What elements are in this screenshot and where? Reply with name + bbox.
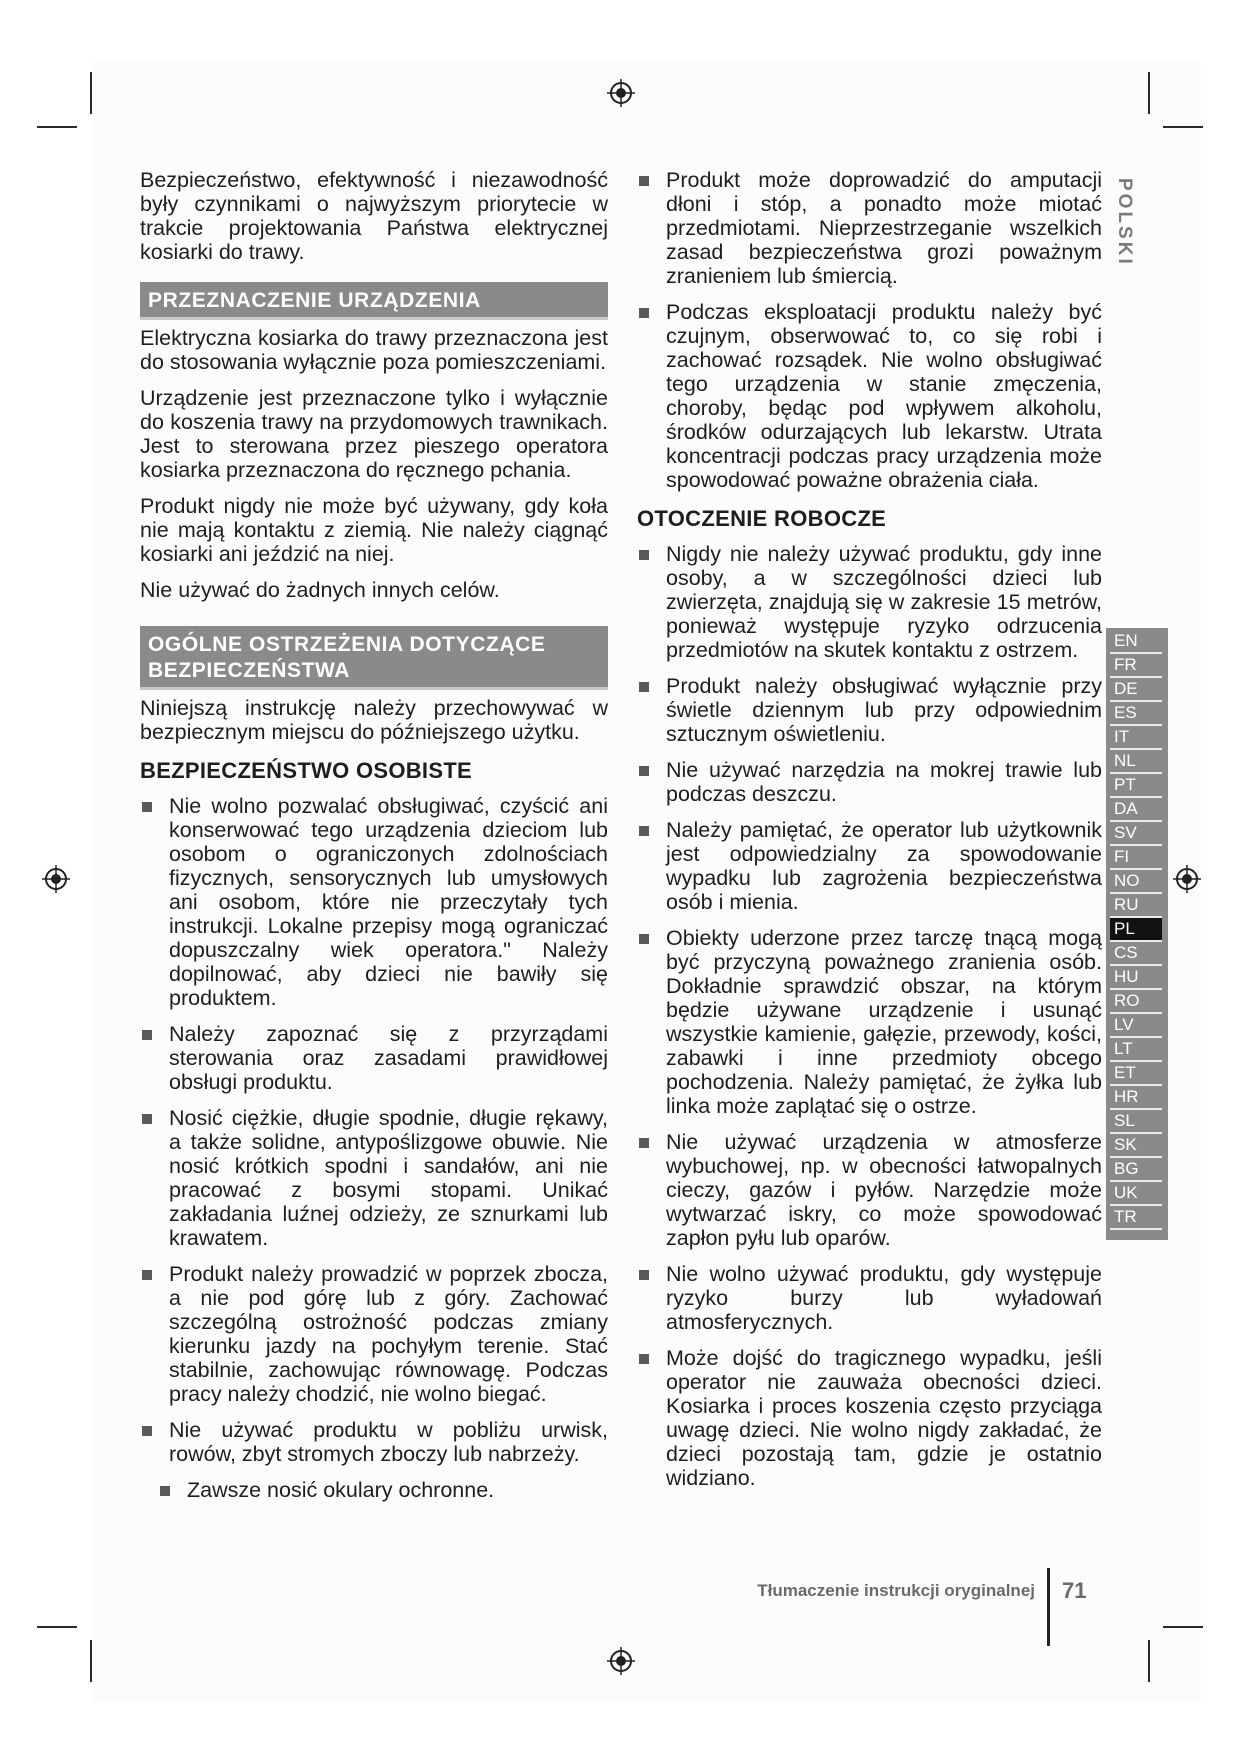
paragraph: Produkt nigdy nie może być używany, gdy koła nie mają kontaktu z ziemią. Nie należy ciągnąć kosiarki ani jeździć na niej.	[140, 494, 608, 566]
language-tab-lv[interactable]: LV	[1110, 1014, 1162, 1038]
registration-mark-icon	[606, 78, 636, 108]
crop-mark	[37, 126, 77, 128]
list-item-text: Nie używać narzędzia na mokrej trawie lub podczas deszczu.	[666, 758, 1102, 806]
list-item-text: Nie wolno pozwalać obsługiwać, czyścić ani konserwować tego urządzenia dzieciom lub osobom o ograniczonych zdolnościach fizycznych, sensorycznych lub umysłowych ani osobom, które nie przeczytały tych instrukcji. Lokalne przepisy mogą ograniczać dopuszczalny wiek operatora." Należy dopilnować, aby dzieci nie bawiły się produktem.	[169, 794, 608, 1010]
list-item	[637, 1346, 1102, 1490]
crop-mark	[1163, 1626, 1203, 1628]
subsection-heading-work-area: OTOCZENIE ROBOCZE	[637, 506, 887, 531]
right-column	[637, 168, 1102, 1502]
list-item	[637, 758, 1102, 806]
section-heading-intended-use: PRZEZNACZENIE URZĄDZENIA	[140, 282, 608, 320]
paragraph: Urządzenie jest przeznaczone tylko i wyłącznie do koszenia trawy na przydomowych trawnikach. Jest to sterowana przez pieszego operatora kosiarka przeznaczona do ręcznego pchania.	[140, 386, 608, 482]
language-tab-sl[interactable]: SL	[1110, 1110, 1162, 1134]
left-column	[140, 168, 608, 1514]
language-tab-hr[interactable]: HR	[1110, 1086, 1162, 1110]
heading-line: OGÓLNE OSTRZEŻENIA DOTYCZĄCE	[148, 633, 546, 656]
list-item	[637, 300, 1102, 492]
language-tab-de[interactable]: DE	[1110, 678, 1162, 702]
list-item	[637, 818, 1102, 914]
list-item	[637, 1262, 1102, 1334]
language-tab-ro[interactable]: RO	[1110, 990, 1162, 1014]
bullet-square-icon	[142, 802, 152, 812]
list-item	[140, 1106, 608, 1250]
page-number: 71	[1062, 1578, 1087, 1603]
side-language-title: POLSKI	[1114, 178, 1135, 267]
language-tab-ru[interactable]: RU	[1110, 894, 1162, 918]
language-tab-sk[interactable]: SK	[1110, 1134, 1162, 1158]
registration-mark-icon	[606, 1646, 636, 1676]
list-item-text: Nie używać urządzenia w atmosferze wybuchowej, np. w obecności łatwopalnych cieczy, gazów i pyłów. Narzędzie może wytwarzać iskry, co może spowodować zapłon pyłu lub oparów.	[666, 1130, 1102, 1250]
bullet-square-icon	[142, 1030, 152, 1040]
list-item-text: Zawsze nosić okulary ochronne.	[187, 1478, 495, 1502]
crop-mark	[90, 72, 92, 114]
language-tab-it[interactable]: IT	[1110, 726, 1162, 750]
crop-mark	[1148, 1640, 1150, 1682]
intro-paragraph: Bezpieczeństwo, efektywność i niezawodność były czynnikami o najwyższym priorytecie w trakcie projektowania Państwa elektrycznej kosiarki do trawy.	[140, 168, 608, 264]
footer-divider	[1047, 1568, 1050, 1646]
list-item	[140, 1418, 608, 1466]
bullet-square-icon	[142, 1270, 152, 1280]
language-tab-tr[interactable]: TR	[1110, 1206, 1162, 1230]
list-item-text: Podczas eksploatacji produktu należy być czujnym, obserwować to, co się robi i zachować rozsądek. Nie wolno obsługiwać tego urządzenia w stanie zmęczenia, choroby, będąc pod wpływem alkoholu, środków odurzających lub lekarstw. Utrata koncentracji podczas pracy urządzenia może spowodować poważne obrażenia ciała.	[666, 300, 1102, 492]
language-tab-no[interactable]: NO	[1110, 870, 1162, 894]
bullet-square-icon	[639, 934, 649, 944]
list-item	[637, 674, 1102, 746]
list-item-text: Nosić ciężkie, długie spodnie, długie rękawy, a także solidne, antypoślizgowe obuwie. Nie nosić krótkich spodni i sandałów, ani nie pracować z bosymi stopami. Unikać zakładania luźnej odzieży, ze sznurkami lub krawatem.	[169, 1106, 608, 1250]
language-tab-da[interactable]: DA	[1110, 798, 1162, 822]
language-tab-bg[interactable]: BG	[1110, 1158, 1162, 1182]
crop-mark	[1148, 72, 1150, 114]
language-tab-fi[interactable]: FI	[1110, 846, 1162, 870]
language-tab-sv[interactable]: SV	[1110, 822, 1162, 846]
list-item-text: Produkt może doprowadzić do amputacji dłoni i stóp, a ponadto może miotać przedmiotami. Nieprzestrzeganie wszelkich zasad bezpieczeństwa grozi poważnym zranieniem lub śmiercią.	[666, 168, 1102, 288]
list-item	[140, 1262, 608, 1406]
list-item-text: Należy pamiętać, że operator lub użytkownik jest odpowiedzialny za spowodowanie wypadku lub zagrożenia bezpieczeństwa osób i mienia.	[666, 818, 1102, 914]
bullet-list	[637, 168, 1102, 492]
bullet-square-icon	[142, 1426, 152, 1436]
language-tab-pl[interactable]: PL	[1110, 918, 1162, 942]
language-tab-hu[interactable]: HU	[1110, 966, 1162, 990]
bullet-square-icon	[639, 308, 649, 318]
registration-mark-icon	[1172, 864, 1202, 894]
language-tab-strip	[1106, 628, 1168, 1240]
list-item-text: Nie używać produktu w pobliżu urwisk, rowów, zbyt stromych zboczy lub nabrzeży.	[169, 1418, 608, 1466]
bullet-list	[140, 794, 608, 1502]
list-item	[637, 542, 1102, 662]
language-tab-et[interactable]: ET	[1110, 1062, 1162, 1086]
language-tab-nl[interactable]: NL	[1110, 750, 1162, 774]
crop-mark	[1163, 126, 1203, 128]
crop-mark	[90, 1640, 92, 1682]
list-item-text: Obiekty uderzone przez tarczę tnącą mogą być przyczyną poważnego zranienia osób. Dokładnie sprawdzić obszar, na którym będzie używane urządzenie i usunąć wszystkie kamienie, gałęzie, przewody, kości, zabawki i inne przedmioty obcego pochodzenia. Należy pamiętać, że żyłka lub linka może zaplątać się o ostrze.	[666, 926, 1102, 1118]
bullet-square-icon	[639, 1354, 649, 1364]
language-tab-pt[interactable]: PT	[1110, 774, 1162, 798]
bullet-square-icon	[639, 550, 649, 560]
subsection-heading-personal-safety: BEZPIECZEŃSTWO OSOBISTE	[140, 758, 473, 783]
bullet-square-icon	[639, 1270, 649, 1280]
bullet-square-icon	[639, 1138, 649, 1148]
list-item	[637, 168, 1102, 288]
bullet-list	[637, 542, 1102, 1490]
bullet-square-icon	[639, 766, 649, 776]
bullet-square-icon	[142, 1114, 152, 1124]
bullet-square-icon	[639, 682, 649, 692]
crop-mark	[37, 1626, 77, 1628]
list-item-text: Nigdy nie należy używać produktu, gdy inne osoby, a w szczególności dzieci lub zwierzęta, znajdują się w zakresie 15 metrów, ponieważ występuje ryzyko odrzucenia przedmiotów na skutek kontaktu z ostrzem.	[666, 542, 1102, 662]
section-heading-general-warnings	[140, 626, 608, 690]
bullet-square-icon	[639, 826, 649, 836]
list-item-text: Produkt należy prowadzić w poprzek zbocza, a nie pod górę lub z góry. Zachować szczególną ostrożność podczas zmiany kierunku jazdy na pochyłym terenie. Stać stabilnie, zachowując równowagę. Podczas pracy należy chodzić, nie wolno biegać.	[169, 1262, 608, 1406]
heading-line: BEZPIECZEŃSTWA	[148, 659, 351, 682]
paragraph: Elektryczna kosiarka do trawy przeznaczona jest do stosowania wyłącznie poza pomieszczeniami.	[140, 326, 608, 374]
list-item-text: Może dojść do tragicznego wypadku, jeśli operator nie zauważa obecności dzieci. Kosiarka i proces koszenia często przyciąga uwagę dzieci. Nie wolno nigdy zakładać, że dzieci pozostają tam, gdzie je ostatnio widziano.	[666, 1346, 1102, 1490]
registration-mark-icon	[41, 864, 71, 894]
bullet-square-icon	[160, 1486, 170, 1496]
list-item	[637, 1130, 1102, 1250]
list-item	[158, 1478, 608, 1502]
paragraph: Nie używać do żadnych innych celów.	[140, 578, 500, 602]
list-item	[140, 794, 608, 1010]
bullet-square-icon	[639, 176, 649, 186]
list-item-text: Produkt należy obsługiwać wyłącznie przy świetle dziennym lub przy odpowiednim sztucznym oświetleniu.	[666, 674, 1102, 746]
language-tab-en[interactable]: EN	[1110, 630, 1162, 654]
language-tab-es[interactable]: ES	[1110, 702, 1162, 726]
list-item-text: Należy zapoznać się z przyrządami sterowania oraz zasadami prawidłowej obsługi produktu.	[169, 1022, 608, 1094]
list-item	[140, 1022, 608, 1094]
list-item	[637, 926, 1102, 1118]
list-item-text: Nie wolno używać produktu, gdy występuje ryzyko burzy lub wyładowań atmosferycznych.	[666, 1262, 1102, 1334]
language-tab-fr[interactable]: FR	[1110, 654, 1162, 678]
language-tab-uk[interactable]: UK	[1110, 1182, 1162, 1206]
language-tab-lt[interactable]: LT	[1110, 1038, 1162, 1062]
paragraph: Niniejszą instrukcję należy przechowywać w bezpiecznym miejscu do późniejszego użytku.	[140, 696, 608, 744]
footer-translation-note: Tłumaczenie instrukcji oryginalnej	[757, 1581, 1035, 1600]
language-tab-cs[interactable]: CS	[1110, 942, 1162, 966]
